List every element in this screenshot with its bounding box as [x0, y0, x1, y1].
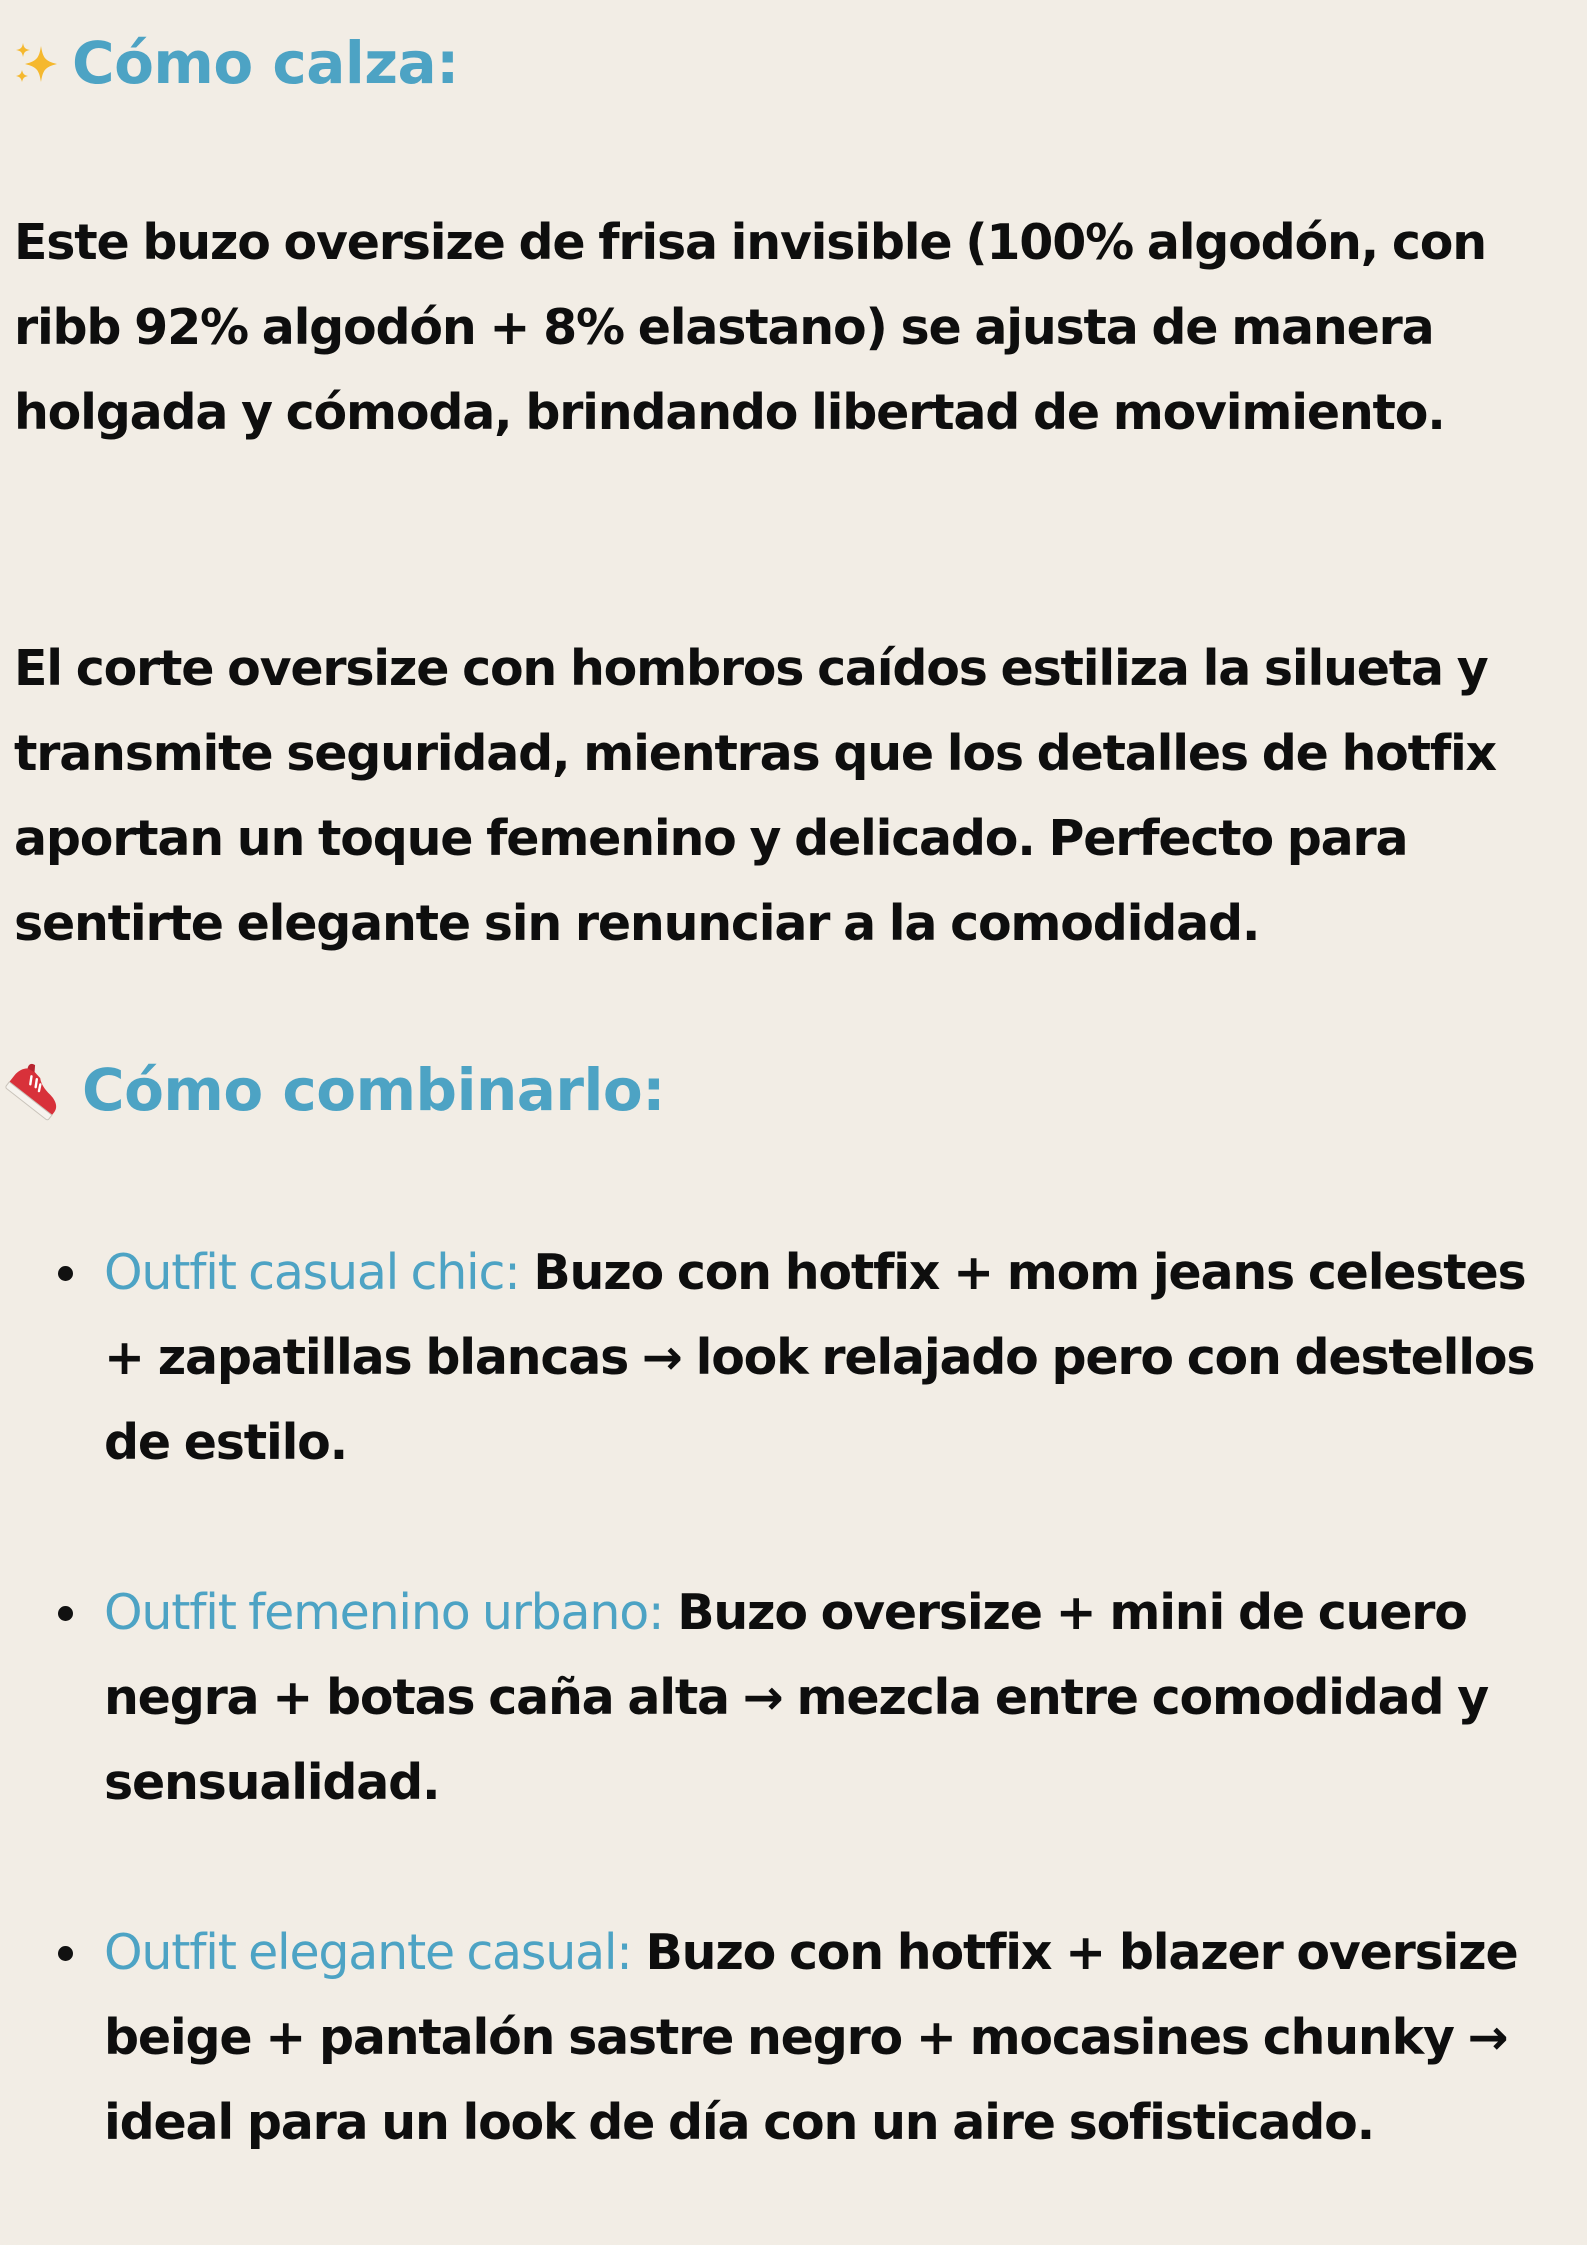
heading-como-combinarlo-text: Cómo combinarlo: — [82, 1056, 665, 1124]
bullet-dot — [58, 1266, 73, 1281]
outfit-text — [104, 1570, 1574, 1825]
outfit-label: Outfit elegante casual: — [104, 1924, 632, 1981]
outfit-text — [104, 1230, 1574, 1485]
heading-como-combinarlo — [2, 1055, 665, 1125]
bullet-dot — [58, 1946, 73, 1961]
sneaker-icon — [2, 1056, 70, 1124]
heading-como-calza-text: Cómo calza: — [72, 29, 459, 97]
sparkles-icon — [14, 40, 60, 86]
outfit-label: Outfit casual chic: — [104, 1244, 520, 1301]
fit-paragraph-2: El corte oversize con hombros caídos estiliza la silueta y transmite seguridad, mientras que los detalles de hotfix aportan un toque femenino y delicado. Perfecto para sentirte elegante sin renunciar a la comodidad. — [14, 640, 1496, 952]
outfit-text — [104, 1910, 1574, 2165]
outfit-description: Buzo oversize + mini de cuero negra + botas caña alta → mezcla entre comodidad y sensualidad. — [104, 1584, 1488, 1811]
outfit-label: Outfit femenino urbano: — [104, 1584, 664, 1641]
outfit-description: Buzo con hotfix + mom jeans celestes + zapatillas blancas → look relajado pero con destellos de estilo. — [104, 1244, 1535, 1471]
fit-paragraph-1: Este buzo oversize de frisa invisible (100% algodón, con ribb 92% algodón + 8% elastano) se ajusta de manera holgada y cómoda, brindando libertad de movimiento. — [14, 214, 1486, 441]
heading-como-calza — [14, 28, 459, 98]
outfit-description: Buzo con hotfix + blazer oversize beige + pantalón sastre negro + mocasines chunky → ideal para un look de día con un aire sofisticado. — [104, 1924, 1518, 2151]
bullet-dot — [58, 1606, 73, 1621]
